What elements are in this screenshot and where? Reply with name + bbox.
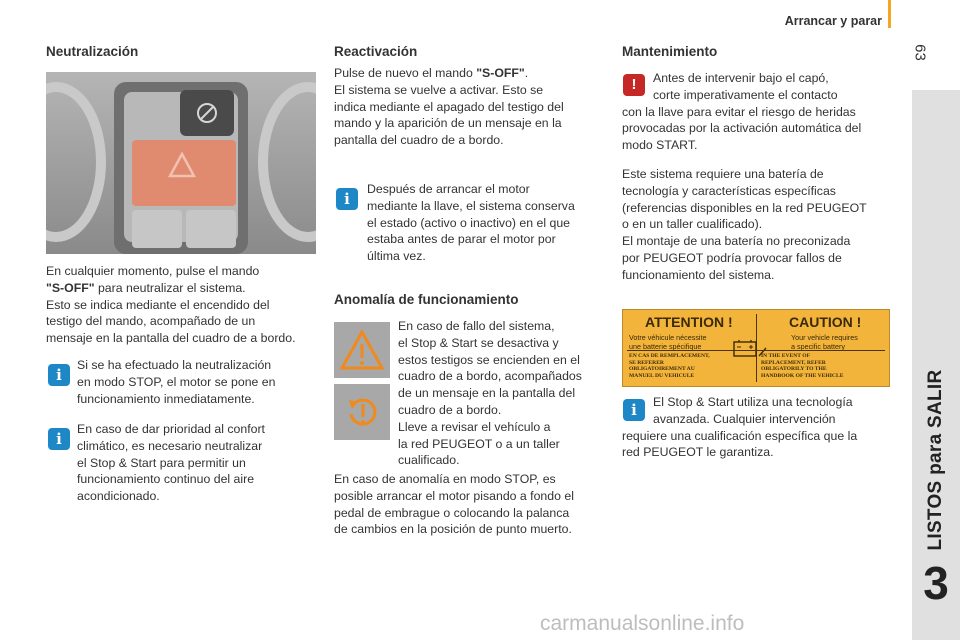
text-line: el estado (activo o inactivo) en el que <box>367 215 571 230</box>
text-line: Antes de intervenir bajo el capó, <box>653 71 829 85</box>
page-number: 63 <box>911 44 929 61</box>
text-line: OBLIGATORILY TO THE <box>761 366 827 373</box>
info-note-neutralization-stop <box>77 357 317 407</box>
anomalia-stop-paragraph <box>334 471 609 538</box>
text-line: acondicionado. <box>77 489 160 504</box>
label-fr-requirement <box>629 334 707 351</box>
label-fr-instruction <box>629 353 710 379</box>
text-line: el Stop & Start para permitir un <box>77 455 246 470</box>
text-line: cualificado. <box>398 453 460 468</box>
s-off-label: "S-OFF" <box>46 280 95 295</box>
s-off-button-photo <box>46 72 316 254</box>
neutralizacion-paragraph <box>46 263 316 347</box>
text-line: El Stop & Start utiliza una tecnología <box>653 395 853 409</box>
text-line: funcionamiento inmediatamente. <box>77 391 255 406</box>
header-accent-rule <box>888 0 891 28</box>
warning-note-hood <box>622 70 897 154</box>
text-line: mensaje en la pantalla del cuadro de a bordo. <box>46 331 296 346</box>
text-line: mediante la llave, el sistema conserva <box>367 198 575 213</box>
warning-triangle-lamp-icon <box>334 322 390 378</box>
info-icon: i <box>336 188 358 210</box>
text-line: El sistema se vuelve a activar. Esto se <box>334 82 544 97</box>
text-line: testigo del mando, acompañado de un <box>46 314 256 329</box>
text-line: para neutralizar el sistema. <box>94 280 246 295</box>
text-line: modo START. <box>622 138 698 153</box>
text-line: en modo STOP, el motor se pone en <box>77 374 276 389</box>
text-line: MANUEL DU VEHICULE <box>629 372 695 379</box>
battery-caution-label <box>622 309 890 387</box>
text-line: En caso de dar prioridad al confort <box>77 422 265 436</box>
watermark: carmanualsonline.info <box>540 612 745 635</box>
dashboard-buttons-illustration <box>46 72 316 254</box>
text-line: Si se ha efectuado la neutralización <box>77 358 272 372</box>
text-line: OBLIGATOIREMENT AU <box>629 366 695 373</box>
battery-paragraph <box>622 166 897 284</box>
text-line: indica mediante el apagado del testigo del <box>334 99 564 114</box>
text-line: la red PEUGEOT o a un taller <box>398 436 560 451</box>
text-line: por PEUGEOT podría provocar fallos de <box>622 250 842 265</box>
text-line: tecnología y características específicas <box>622 183 836 198</box>
text-line: En cualquier momento, pulse el mando <box>46 264 260 278</box>
text-line: pantalla del cuadro de a bordo. <box>334 133 504 148</box>
text-line: provocadas por la activación automática del <box>622 121 862 136</box>
label-attention: ATTENTION ! <box>645 314 733 330</box>
text-line: Pulse de nuevo el mando <box>334 66 477 80</box>
text-line: estos testigos se encienden en el <box>398 352 580 367</box>
text-line: Después de arrancar el motor <box>367 182 530 196</box>
text-line: o en un taller cualificado). <box>622 217 763 232</box>
label-caution: CAUTION ! <box>789 314 862 330</box>
reactivacion-paragraph <box>334 65 604 149</box>
label-rule <box>627 350 885 351</box>
info-icon: i <box>623 399 645 421</box>
info-note-qualified-service <box>622 394 897 461</box>
chapter-title: LISTOS para SALIR <box>925 369 946 551</box>
text-line: Your vehicle requires <box>791 333 858 342</box>
text-line: EN CAS DE REMPLACEMENT, <box>629 353 710 359</box>
label-en-requirement <box>791 334 858 351</box>
text-line: con la llave para evitar el riesgo de heridas <box>622 104 856 119</box>
text-line: corte imperativamente el contacto <box>653 87 838 102</box>
info-note-key-start-state <box>367 181 607 265</box>
section-title: Arrancar y parar <box>784 14 882 28</box>
heading-neutralizacion: Neutralización <box>46 44 139 59</box>
text-line: IN THE EVENT OF <box>761 353 811 359</box>
text-line: estaba antes de parar el motor por <box>367 232 556 247</box>
text-line: . <box>524 66 529 80</box>
heading-anomalia: Anomalía de funcionamiento <box>334 292 519 307</box>
text-line: última vez. <box>367 249 426 264</box>
text-line: cuadro de a bordo, acompañados <box>398 369 582 384</box>
text-line: Lleve a revisar el vehículo a <box>398 419 551 434</box>
text-line: de cambios en la posición de punto muerto. <box>334 522 572 537</box>
text-line: climático, es necesario neutralizar <box>77 438 263 453</box>
chapter-number: 3 <box>923 557 949 609</box>
text-line: HANDBOOK OF THE VEHICLE <box>761 372 844 379</box>
text-line: (referencias disponibles en la red PEUGEOT <box>622 200 867 215</box>
info-note-climate-comfort <box>77 421 317 505</box>
text-line: el Stop & Start se desactiva y <box>398 335 559 350</box>
warning-icon: ! <box>623 74 645 96</box>
text-line: red PEUGEOT le garantiza. <box>622 445 774 460</box>
text-line: posible arrancar el motor pisando a fondo el <box>334 488 574 503</box>
heading-mantenimiento: Mantenimiento <box>622 44 718 59</box>
text-line: avanzada. Cualquier intervención <box>653 411 836 426</box>
text-line: REPLACEMENT, REFER <box>761 359 826 366</box>
text-line: El montaje de una batería no preconizada <box>622 234 851 249</box>
label-en-instruction <box>761 353 843 379</box>
text-line: Esto se indica mediante el encendido del <box>46 297 270 312</box>
text-line: funcionamiento del sistema. <box>622 267 775 282</box>
text-line: cuadro de a bordo. <box>398 402 502 417</box>
heading-reactivacion: Reactivación <box>334 44 418 59</box>
text-line: funcionamiento continuo del aire <box>77 472 255 487</box>
text-line: requiere una cualificación específica que la <box>622 428 858 443</box>
text-line: SE REFERER <box>629 359 664 366</box>
stop-start-fault-lamp-icon <box>334 384 390 440</box>
info-icon: i <box>48 364 70 386</box>
text-line: une batterie spécifique <box>629 341 702 351</box>
text-line: En caso de anomalía en modo STOP, es <box>334 472 556 486</box>
text-line: de un mensaje en la pantalla del <box>398 386 576 401</box>
text-line: En caso de fallo del sistema, <box>398 319 555 333</box>
info-icon: i <box>48 428 70 450</box>
text-line: Este sistema requiere una batería de <box>622 167 824 181</box>
s-off-label: "S-OFF" <box>476 66 525 80</box>
text-line: a specific battery <box>791 341 845 351</box>
text-line: pedal de embrague o colocando la palanca <box>334 505 570 520</box>
anomalia-paragraph <box>398 318 608 469</box>
text-line: mando y la aparición de un mensaje en la <box>334 116 562 131</box>
text-line: Votre véhicule nécessite <box>629 333 707 342</box>
